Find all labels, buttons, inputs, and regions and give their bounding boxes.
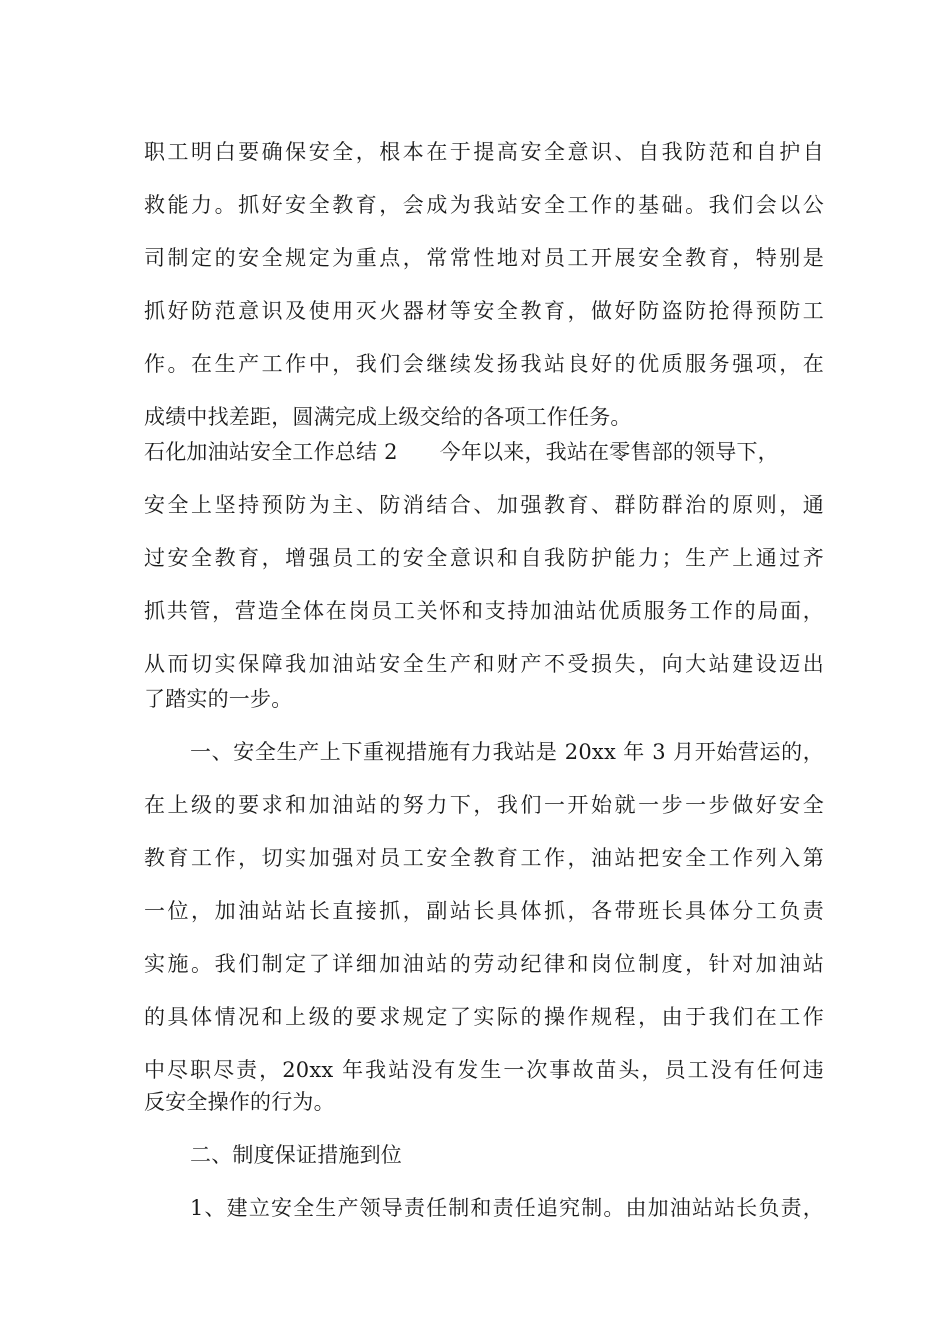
paragraph-line: 的具体情况和上级的要求规定了实际的操作规程，由于我们在工作 — [144, 1005, 824, 1029]
paragraph-line: 实施。我们制定了详细加油站的劳动纪律和岗位制度，针对加油站 — [144, 952, 824, 976]
paragraph-line: 中尽职尽责，20xx 年我站没有发生一次事故苗头，员工没有任何违 — [144, 1058, 824, 1082]
paragraph-line: 1、建立安全生产领导责任制和责任追究制。由加油站站长负责， — [190, 1196, 824, 1220]
paragraph-line: 抓好防范意识及使用灭火器材等安全教育，做好防盗防抢得预防工 — [144, 299, 824, 323]
paragraph-line: 作。在生产工作中，我们会继续发扬我站良好的优质服务强项，在 — [144, 352, 824, 376]
paragraph-line: 司制定的安全规定为重点，常常性地对员工开展安全教育，特别是 — [144, 246, 824, 270]
paragraph-line: 反安全操作的行为。 — [144, 1090, 335, 1114]
subheading: 二、制度保证措施到位 — [190, 1143, 402, 1167]
paragraph-line: 安全上坚持预防为主、防消结合、加强教育、群防群治的原则，通 — [144, 493, 824, 517]
paragraph-line: 成绩中找差距，圆满完成上级交给的各项工作任务。 — [144, 405, 632, 429]
paragraph-line: 职工明白要确保安全，根本在于提高安全意识、自我防范和自护自 — [144, 140, 824, 164]
paragraph-line: 救能力。抓好安全教育，会成为我站安全工作的基础。我们会以公 — [144, 193, 824, 217]
paragraph-line: 了踏实的一步。 — [144, 687, 293, 711]
paragraph-line: 从而切实保障我加油站安全生产和财产不受损失，向大站建设迈出 — [144, 652, 824, 676]
section-title-line — [144, 432, 824, 472]
paragraph-line: 一位，加油站站长直接抓，副站长具体抓，各带班长具体分工负责 — [144, 899, 824, 923]
section-title: 石化加油站安全工作总结 2 — [144, 440, 398, 464]
paragraph-line: 抓共管，营造全体在岗员工关怀和支持加油站优质服务工作的局面， — [144, 599, 824, 623]
paragraph-line: 过安全教育，增强员工的安全意识和自我防护能力；生产上通过齐 — [144, 546, 824, 570]
paragraph-line: 在上级的要求和加油站的努力下，我们一开始就一步一步做好安全 — [144, 793, 824, 817]
paragraph-line: 教育工作，切实加强对员工安全教育工作，油站把安全工作列入第 — [144, 846, 824, 870]
paragraph-start: 今年以来，我站在零售部的领导下， — [439, 440, 779, 464]
paragraph-line: 一、安全生产上下重视措施有力我站是 20xx 年 3 月开始营运的， — [190, 740, 824, 764]
